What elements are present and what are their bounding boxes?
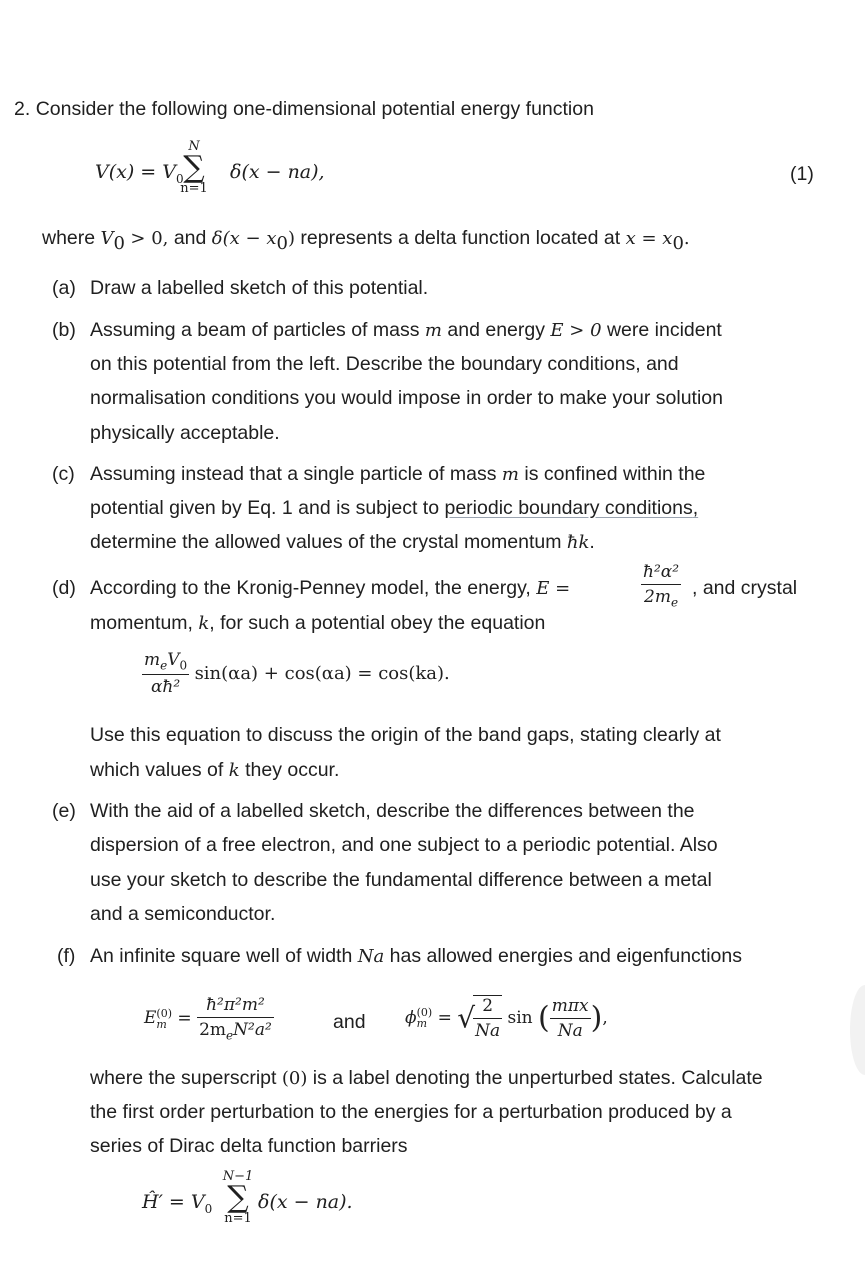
part-f-line3: the first order perturbation to the energies for a perturbation produced by a	[90, 1101, 732, 1123]
perturbation-hamiltonian-lhs: Ĥ′ = $V_0$	[142, 1191, 213, 1216]
question-number: 2.	[14, 98, 31, 120]
part-b-label: (b)	[52, 319, 76, 341]
part-d-energy-fraction: $\frac{\text{ħ²α²}}{2m_e}$	[643, 562, 680, 610]
part-f-label: (f)	[57, 945, 76, 967]
periodic-boundary-link: periodic boundary conditions	[444, 497, 693, 519]
sum-symbol: ∑	[183, 150, 205, 185]
eq1-sum	[172, 140, 216, 196]
kronig-penney-equation: $\frac{m_eV_0}{\text{αħ²}}$ sin(αa) + cos(αa) = cos(ka).	[144, 650, 450, 698]
where-line: where $V_0 > 0$, and $\delta(x - x_0)$ represents a delta function located at $x = x_0$.	[42, 227, 690, 254]
part-d-line2: momentum, k, for such a potential obey the equation	[90, 612, 546, 634]
part-a-line1: Draw a labelled sketch of this potential.	[90, 277, 429, 299]
part-c-line3: determine the allowed values of the crystal momentum ħk.	[90, 531, 595, 553]
equation-1	[95, 161, 184, 186]
unperturbed-energy-equation: E (0) m = $\frac{\text{ħ²π²m²}}{2m_eN^2a^2}$	[144, 995, 272, 1043]
part-b-line3: normalisation conditions you would impose in order to make your solution	[90, 387, 723, 409]
part-c-label: (c)	[52, 463, 75, 485]
part-d-line4: which values of k they occur.	[90, 759, 340, 781]
part-b-line2: on this potential from the left. Describe the boundary conditions, and	[90, 353, 679, 375]
question-intro: Consider the following one-dimensional potential energy function	[35, 98, 594, 120]
eq1-body: δ(x − na),	[230, 161, 325, 183]
part-e-line1: With the aid of a labelled sketch, describe the differences between the	[90, 800, 695, 822]
part-c-line1: Assuming instead that a single particle of mass m is confined within the	[90, 463, 706, 485]
part-e-line4: and a semiconductor.	[90, 903, 276, 925]
sqrt-icon: √	[457, 1001, 476, 1035]
page-edge-shadow	[850, 985, 865, 1075]
eq1-lhs-sub: 0	[175, 171, 184, 186]
part-b-line4: physically acceptable.	[90, 422, 280, 444]
eq1-sum-lower: n=1	[180, 181, 208, 196]
eq1-lhs: V(x) = V	[95, 161, 176, 183]
part-f-line4: series of Dirac delta function barriers	[90, 1135, 408, 1157]
part-f-line2: where the superscript (0) is a label denoting the unperturbed states. Calculate	[90, 1067, 763, 1089]
question-intro-line	[14, 97, 594, 121]
part-e-label: (e)	[52, 800, 76, 822]
eigenfunction-equation: ϕ (0) m = √ $\frac{2}{Na}$ sin ( $\frac{\text{mπx}}{Na}$ ),	[405, 995, 608, 1041]
part-d-line3: Use this equation to discuss the origin of the band gaps, stating clearly at	[90, 724, 721, 746]
part-b-line1: Assuming a beam of particles of mass m and energy E > 0 were incident	[90, 319, 722, 341]
sum-symbol-2: ∑	[227, 1180, 249, 1215]
part-a-label: (a)	[52, 277, 76, 299]
part-e-line2: dispersion of a free electron, and one subject to a periodic potential. Also	[90, 834, 718, 856]
eq1-sum-upper: N	[188, 139, 200, 154]
part-c-line2: potential given by Eq. 1 and is subject to periodic boundary conditions,	[90, 497, 699, 519]
part-d-label: (d)	[52, 577, 76, 599]
perturbation-sum: N−1 ∑ n=1	[218, 1170, 258, 1226]
part-d-line1-tail: , and crystal	[692, 577, 798, 599]
eq1-number: (1)	[790, 163, 814, 185]
part-d-line1: According to the Kronig-Penney model, the energy, E =	[90, 577, 571, 599]
part-e-line3: use your sketch to describe the fundamental difference between a metal	[90, 869, 712, 891]
part-f-line1: An infinite square well of width Na has allowed energies and eigenfunctions	[90, 945, 742, 967]
and-word: and	[333, 1011, 366, 1033]
perturbation-body: δ(x − na).	[258, 1191, 353, 1213]
